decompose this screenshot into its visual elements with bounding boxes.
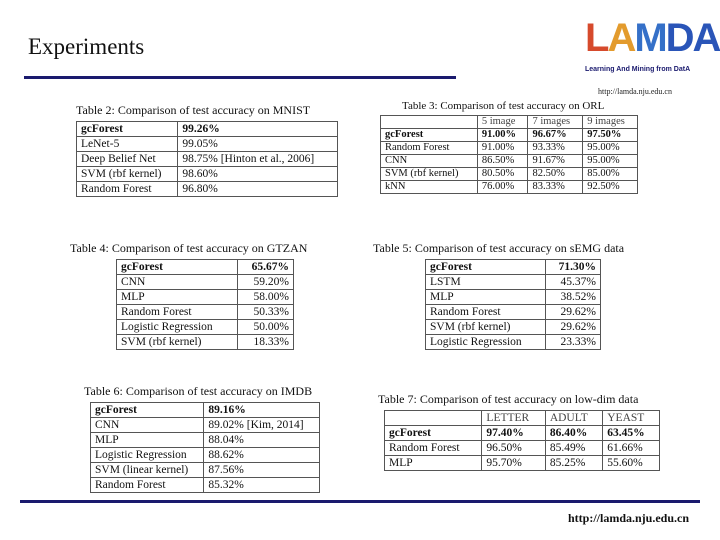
table-cell: 55.60% — [603, 456, 660, 471]
table-cell: 89.02% [Kim, 2014] — [204, 418, 320, 433]
table-cell: 83.33% — [528, 181, 583, 194]
table-row — [91, 403, 320, 418]
table-cell: 98.60% — [178, 167, 338, 182]
table-row — [91, 448, 320, 463]
table-cell: 97.40% — [482, 426, 545, 441]
table-cell: MLP — [426, 290, 546, 305]
table-header-row — [381, 116, 638, 129]
table-header-row — [385, 411, 660, 426]
table-cell — [385, 411, 482, 426]
table-lowdim — [378, 392, 660, 471]
table-cell: 59.20% — [238, 275, 294, 290]
table-cell: ADULT — [545, 411, 602, 426]
table-cell: SVM (rbf kernel) — [77, 167, 178, 182]
table-grid — [90, 402, 320, 493]
logo-mark: LAMDA — [585, 16, 720, 60]
table-caption: Table 5: Comparison of test accuracy on sEMG data — [373, 241, 625, 255]
table-cell: 45.37% — [545, 275, 600, 290]
table-row — [77, 137, 338, 152]
table-grid — [116, 259, 294, 350]
table-cell: 18.33% — [238, 335, 294, 350]
table-grid — [384, 410, 660, 471]
table-cell: 89.16% — [204, 403, 320, 418]
table-cell: 96.50% — [482, 441, 545, 456]
table-cell: Random Forest — [385, 441, 482, 456]
table-cell: 80.50% — [477, 168, 528, 181]
table-cell: 29.62% — [545, 305, 600, 320]
table-cell — [381, 116, 478, 129]
lamda-logo — [585, 16, 720, 73]
table-cell: Logistic Regression — [91, 448, 204, 463]
table-cell: CNN — [381, 155, 478, 168]
table-cell: Random Forest — [426, 305, 546, 320]
table-row — [426, 290, 601, 305]
table-row — [117, 260, 294, 275]
table-cell: 58.00% — [238, 290, 294, 305]
table-row — [381, 129, 638, 142]
table-cell: gcForest — [426, 260, 546, 275]
table-cell: 88.62% — [204, 448, 320, 463]
table-cell: LSTM — [426, 275, 546, 290]
table-cell: 86.40% — [545, 426, 602, 441]
table-row — [426, 335, 601, 350]
table-cell: 65.67% — [238, 260, 294, 275]
table-cell: kNN — [381, 181, 478, 194]
table-imdb — [80, 384, 320, 493]
table-row — [426, 275, 601, 290]
table-row — [117, 320, 294, 335]
table-row — [117, 290, 294, 305]
table-grid — [380, 115, 638, 194]
table-row — [117, 335, 294, 350]
table-cell: gcForest — [77, 122, 178, 137]
table-row — [381, 142, 638, 155]
table-cell: YEAST — [603, 411, 660, 426]
table-cell: 61.66% — [603, 441, 660, 456]
logo-tagline: Learning And Mining from DatA — [585, 66, 691, 73]
table-cell: LETTER — [482, 411, 545, 426]
table-caption: Table 6: Comparison of test accuracy on IMDB — [84, 384, 313, 398]
table-row — [385, 426, 660, 441]
table-cell: Logistic Regression — [117, 320, 238, 335]
table-cell: 95.00% — [583, 142, 638, 155]
table-cell: MLP — [117, 290, 238, 305]
table-cell: gcForest — [117, 260, 238, 275]
table-row — [117, 305, 294, 320]
table-cell: 91.00% — [477, 129, 528, 142]
table-cell: gcForest — [91, 403, 204, 418]
footer-rule — [20, 500, 700, 503]
table-grid — [425, 259, 601, 350]
table-cell: Random Forest — [117, 305, 238, 320]
table-caption: Table 7: Comparison of test accuracy on low-dim data — [378, 392, 639, 406]
table-cell: 96.67% — [528, 129, 583, 142]
table-cell: Random Forest — [77, 182, 178, 197]
table-cell: 86.50% — [477, 155, 528, 168]
table-cell: MLP — [385, 456, 482, 471]
table-cell: 5 image — [477, 116, 528, 129]
slide-title: Experiments — [28, 34, 145, 59]
table-cell: 63.45% — [603, 426, 660, 441]
table-cell: LeNet-5 — [77, 137, 178, 152]
table-cell: 23.33% — [545, 335, 600, 350]
table-cell: Random Forest — [381, 142, 478, 155]
title-underline — [24, 76, 456, 79]
table-row — [77, 182, 338, 197]
table-cell: Deep Belief Net — [77, 152, 178, 167]
table-cell: 85.00% — [583, 168, 638, 181]
table-cell: SVM (rbf kernel) — [426, 320, 546, 335]
table-row — [381, 168, 638, 181]
table-cell: 9 images — [583, 116, 638, 129]
table-row — [385, 441, 660, 456]
table-cell: 82.50% — [528, 168, 583, 181]
table-gtzan — [70, 241, 307, 350]
table-cell: CNN — [91, 418, 204, 433]
table-row — [426, 305, 601, 320]
table-row — [426, 260, 601, 275]
table-cell: 50.33% — [238, 305, 294, 320]
table-cell: SVM (linear kernel) — [91, 463, 204, 478]
table-cell: 85.32% — [204, 478, 320, 493]
table-cell: 95.00% — [583, 155, 638, 168]
table-cell: 50.00% — [238, 320, 294, 335]
table-row — [91, 418, 320, 433]
table-cell: 92.50% — [583, 181, 638, 194]
table-caption: Table 3: Comparison of test accuracy on ORL — [402, 100, 605, 112]
table-row — [77, 152, 338, 167]
table-cell: CNN — [117, 275, 238, 290]
table-cell: 91.67% — [528, 155, 583, 168]
table-cell: 99.05% — [178, 137, 338, 152]
table-cell: 85.49% — [545, 441, 602, 456]
table-cell: Random Forest — [91, 478, 204, 493]
table-row — [381, 155, 638, 168]
table-cell: 87.56% — [204, 463, 320, 478]
header-url: http://lamda.nju.edu.cn — [598, 87, 672, 96]
table-cell: SVM (rbf kernel) — [381, 168, 478, 181]
table-grid — [76, 121, 338, 197]
table-mnist — [76, 103, 338, 197]
table-cell: 98.75% [Hinton et al., 2006] — [178, 152, 338, 167]
table-cell: gcForest — [381, 129, 478, 142]
table-cell: 71.30% — [545, 260, 600, 275]
table-cell: gcForest — [385, 426, 482, 441]
table-row — [385, 456, 660, 471]
table-cell: 88.04% — [204, 433, 320, 448]
table-cell: 97.50% — [583, 129, 638, 142]
table-row — [91, 463, 320, 478]
table-caption: Table 2: Comparison of test accuracy on MNIST — [76, 103, 311, 117]
table-cell: 29.62% — [545, 320, 600, 335]
table-cell: 99.26% — [178, 122, 338, 137]
table-cell: 85.25% — [545, 456, 602, 471]
table-cell: 96.80% — [178, 182, 338, 197]
table-cell: 7 images — [528, 116, 583, 129]
table-orl — [380, 100, 638, 194]
table-cell: 95.70% — [482, 456, 545, 471]
table-row — [77, 167, 338, 182]
table-cell: 38.52% — [545, 290, 600, 305]
table-row — [381, 181, 638, 194]
table-caption: Table 4: Comparison of test accuracy on GTZAN — [70, 241, 308, 255]
table-row — [91, 478, 320, 493]
table-row — [426, 320, 601, 335]
table-cell: 91.00% — [477, 142, 528, 155]
table-row — [77, 122, 338, 137]
table-cell: SVM (rbf kernel) — [117, 335, 238, 350]
table-row — [91, 433, 320, 448]
table-semg — [373, 241, 624, 350]
table-cell: MLP — [91, 433, 204, 448]
table-row — [117, 275, 294, 290]
table-cell: 76.00% — [477, 181, 528, 194]
footer-url: http://lamda.nju.edu.cn — [568, 511, 690, 525]
table-cell: 93.33% — [528, 142, 583, 155]
table-cell: Logistic Regression — [426, 335, 546, 350]
